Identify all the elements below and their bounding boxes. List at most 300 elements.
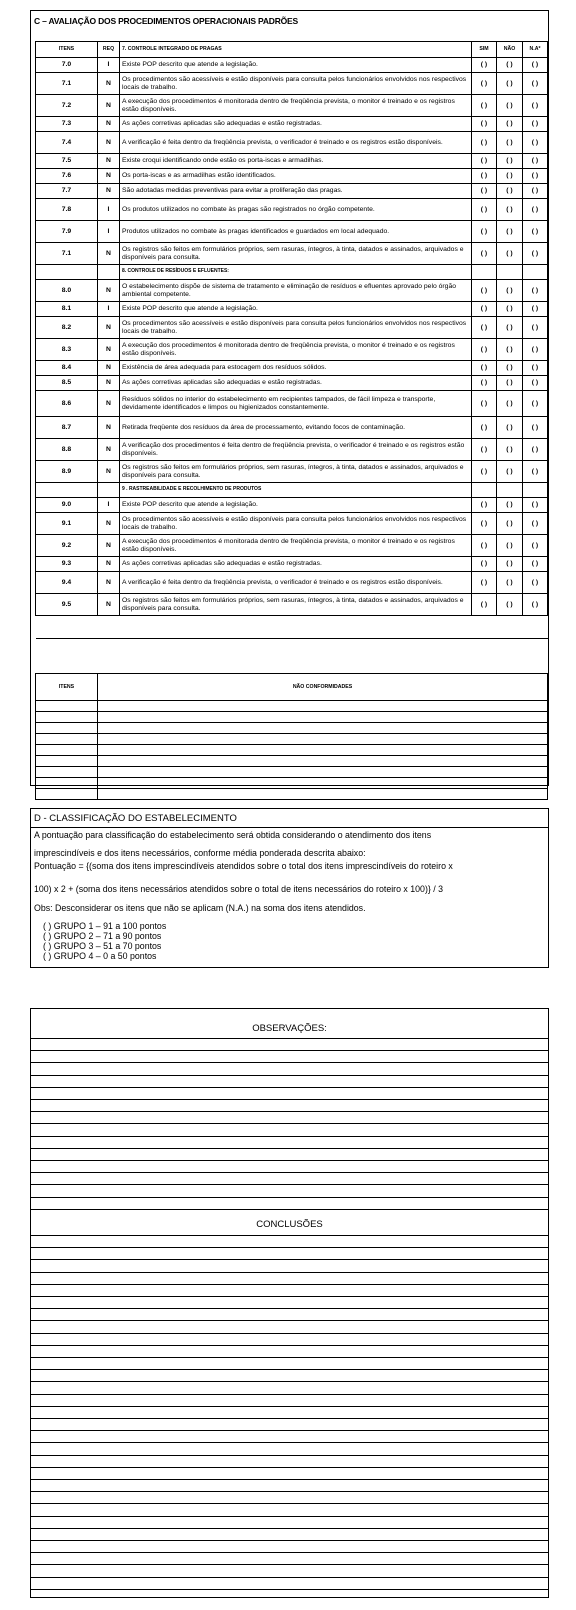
sim-checkbox[interactable]: ( ) bbox=[472, 572, 497, 594]
nao-checkbox[interactable]: ( ) bbox=[497, 376, 523, 391]
checklist-row bbox=[36, 132, 548, 154]
nao-checkbox[interactable]: ( ) bbox=[497, 221, 523, 243]
item-number: 7.0 bbox=[36, 58, 98, 73]
item-number: 7.5 bbox=[36, 154, 98, 169]
table-header-row bbox=[36, 42, 548, 58]
checklist-row bbox=[36, 417, 548, 439]
nao-checkbox[interactable]: ( ) bbox=[497, 132, 523, 154]
item-description: São adotadas medidas preventivas para evitar a proliferação das pragas. bbox=[120, 184, 472, 199]
writing-line[interactable] bbox=[31, 1552, 548, 1553]
nao-checkbox[interactable]: ( ) bbox=[497, 594, 523, 616]
sim-checkbox[interactable]: ( ) bbox=[472, 317, 497, 339]
checklist-row bbox=[36, 339, 548, 361]
item-description: Os procedimentos são acessíveis e estão disponíveis para consulta pelos funcionários envolvidos nos respectivos locais de trabalho. bbox=[120, 73, 472, 95]
section-d-title: D - CLASSIFICAÇÃO DO ESTABELECIMENTO bbox=[34, 813, 237, 824]
nc-description-field[interactable] bbox=[98, 712, 548, 723]
na-checkbox[interactable]: ( ) bbox=[523, 184, 548, 199]
item-description: Os porta-iscas e as armadilhas estão identificados. bbox=[120, 169, 472, 184]
requirement-level: N bbox=[98, 280, 120, 302]
checklist-row bbox=[36, 513, 548, 535]
item-description: A verificação é feita dentro da freqüência prevista, o verificador é treinado e os registros estão disponíveis. bbox=[120, 132, 472, 154]
na-checkbox[interactable]: ( ) bbox=[523, 513, 548, 535]
nonconformity-table bbox=[35, 673, 548, 800]
spacer-cell bbox=[98, 616, 120, 639]
topic-blank bbox=[98, 265, 120, 280]
writing-line[interactable] bbox=[31, 1589, 548, 1590]
na-checkbox[interactable]: ( ) bbox=[523, 391, 548, 417]
nonconformity-row bbox=[36, 701, 548, 712]
item-number: 9.3 bbox=[36, 557, 98, 572]
score-formula: 100) x 2 + (soma dos itens necessários atendidos sobre o total de itens necessários do roteiro x 100)} / 3 bbox=[34, 884, 444, 894]
writing-line[interactable] bbox=[31, 1357, 548, 1358]
checklist-row bbox=[36, 280, 548, 302]
checklist-row bbox=[36, 557, 548, 572]
writing-line[interactable] bbox=[31, 1284, 548, 1285]
nonconformity-row bbox=[36, 723, 548, 734]
writing-line[interactable] bbox=[31, 1406, 548, 1407]
item-description: Os registros são feitos em formulários próprios, sem rasuras, íntegros, à tinta, datados e assinados, arquivados e disponíveis para consulta. bbox=[120, 594, 472, 616]
writing-line[interactable] bbox=[31, 1272, 548, 1273]
na-checkbox[interactable]: ( ) bbox=[523, 461, 548, 483]
classification-text: A pontuação para classificação do estabelecimento será obtida considerando o atendimento dos itens bbox=[34, 830, 432, 840]
requirement-level: I bbox=[98, 199, 120, 221]
sim-checkbox[interactable]: ( ) bbox=[472, 132, 497, 154]
nc-item-field[interactable] bbox=[36, 723, 98, 734]
requirement-level: N bbox=[98, 169, 120, 184]
group-option[interactable]: ( ) GRUPO 1 – 91 a 100 pontos bbox=[43, 921, 167, 931]
observations-title: OBSERVAÇÕES: bbox=[252, 1023, 327, 1034]
checklist-row bbox=[36, 461, 548, 483]
nc-description-field[interactable] bbox=[98, 756, 548, 767]
item-number: 7.2 bbox=[36, 95, 98, 117]
na-checkbox[interactable]: ( ) bbox=[523, 95, 548, 117]
sim-checkbox[interactable]: ( ) bbox=[472, 199, 497, 221]
requirement-level: N bbox=[98, 154, 120, 169]
item-number: 7.4 bbox=[36, 132, 98, 154]
writing-line[interactable] bbox=[31, 1503, 548, 1504]
topic-blank bbox=[497, 483, 523, 498]
checklist-row bbox=[36, 221, 548, 243]
topic-row bbox=[36, 483, 548, 498]
writing-line[interactable] bbox=[31, 1247, 548, 1248]
item-description: O estabelecimento dispõe de sistema de tratamento e eliminação de resíduos e efluentes aprovado pelo órgão ambiental competente. bbox=[120, 280, 472, 302]
sim-checkbox[interactable]: ( ) bbox=[472, 221, 497, 243]
pop-evaluation-table bbox=[35, 41, 548, 639]
nonconformity-header bbox=[36, 674, 548, 701]
sim-checkbox[interactable]: ( ) bbox=[472, 376, 497, 391]
nc-description-field[interactable] bbox=[98, 778, 548, 789]
group-option[interactable]: ( ) GRUPO 3 – 51 a 70 pontos bbox=[43, 941, 162, 951]
nao-checkbox[interactable]: ( ) bbox=[497, 280, 523, 302]
writing-line[interactable] bbox=[31, 1479, 548, 1480]
na-checkbox[interactable]: ( ) bbox=[523, 339, 548, 361]
sim-checkbox[interactable]: ( ) bbox=[472, 280, 497, 302]
nao-checkbox[interactable]: ( ) bbox=[497, 498, 523, 513]
requirement-level: N bbox=[98, 95, 120, 117]
writing-line[interactable] bbox=[31, 1197, 548, 1198]
nc-item-field[interactable] bbox=[36, 701, 98, 712]
requirement-level: I bbox=[98, 302, 120, 317]
checklist-row bbox=[36, 391, 548, 417]
item-description: As ações corretivas aplicadas são adequadas e estão registradas. bbox=[120, 117, 472, 132]
item-number: 7.1 bbox=[36, 243, 98, 265]
writing-line[interactable] bbox=[31, 1577, 548, 1578]
sim-checkbox[interactable]: ( ) bbox=[472, 391, 497, 417]
writing-line[interactable] bbox=[31, 1209, 548, 1210]
item-number: 8.1 bbox=[36, 302, 98, 317]
item-number: 8.9 bbox=[36, 461, 98, 483]
sim-checkbox[interactable]: ( ) bbox=[472, 535, 497, 557]
sim-checkbox[interactable]: ( ) bbox=[472, 154, 497, 169]
checklist-row bbox=[36, 58, 548, 73]
nonconformity-row bbox=[36, 778, 548, 789]
requirement-level: I bbox=[98, 58, 120, 73]
nc-header-itens: ITENS bbox=[36, 674, 98, 701]
item-description: Existe croqui identificando onde estão os porta-iscas e armadilhas. bbox=[120, 154, 472, 169]
nao-checkbox[interactable]: ( ) bbox=[497, 58, 523, 73]
writing-line[interactable] bbox=[31, 1345, 548, 1346]
writing-line[interactable] bbox=[31, 1369, 548, 1370]
requirement-level: N bbox=[98, 557, 120, 572]
writing-line[interactable] bbox=[31, 1455, 548, 1456]
nc-item-field[interactable] bbox=[36, 789, 98, 800]
spacer-cell bbox=[36, 616, 98, 639]
writing-line[interactable] bbox=[31, 1050, 548, 1051]
nc-description-field[interactable] bbox=[98, 734, 548, 745]
na-checkbox[interactable]: ( ) bbox=[523, 439, 548, 461]
nc-item-field[interactable] bbox=[36, 745, 98, 756]
topic-blank bbox=[36, 265, 98, 280]
nao-checkbox[interactable]: ( ) bbox=[497, 117, 523, 132]
header-itens: ITENS bbox=[36, 42, 98, 58]
item-number: 9.2 bbox=[36, 535, 98, 557]
nonconformity-row bbox=[36, 745, 548, 756]
nc-item-field[interactable] bbox=[36, 712, 98, 723]
nao-checkbox[interactable]: ( ) bbox=[497, 557, 523, 572]
item-description: As ações corretivas aplicadas são adequadas e estão registradas. bbox=[120, 557, 472, 572]
header-topic: 7. CONTROLE INTEGRADO DE PRAGAS bbox=[120, 42, 472, 58]
header-req: REQ bbox=[98, 42, 120, 58]
nc-item-field[interactable] bbox=[36, 734, 98, 745]
writing-line[interactable] bbox=[31, 1516, 548, 1517]
na-checkbox[interactable]: ( ) bbox=[523, 498, 548, 513]
item-description: Produtos utilizados no combate às pragas identificados e guardados em local adequado. bbox=[120, 221, 472, 243]
sim-checkbox[interactable]: ( ) bbox=[472, 184, 497, 199]
sim-checkbox[interactable]: ( ) bbox=[472, 557, 497, 572]
topic-blank bbox=[472, 483, 497, 498]
item-number: 9.4 bbox=[36, 572, 98, 594]
item-number: 9.5 bbox=[36, 594, 98, 616]
writing-line[interactable] bbox=[31, 1062, 548, 1063]
sim-checkbox[interactable]: ( ) bbox=[472, 339, 497, 361]
item-number: 9.1 bbox=[36, 513, 98, 535]
item-number: 7.9 bbox=[36, 221, 98, 243]
writing-line[interactable] bbox=[31, 1235, 548, 1236]
writing-line[interactable] bbox=[31, 1320, 548, 1321]
item-description: Resíduos sólidos no interior do estabelecimento em recipientes tampados, de fácil limpeza e transporte, devidamente identificados e limpos ou higienizados constantemente. bbox=[120, 391, 472, 417]
topic-blank bbox=[523, 265, 548, 280]
topic-row bbox=[36, 265, 548, 280]
na-checkbox[interactable]: ( ) bbox=[523, 417, 548, 439]
sim-checkbox[interactable]: ( ) bbox=[472, 594, 497, 616]
topic-title: 8. CONTROLE DE RESÍDUOS E EFLUENTES: bbox=[120, 265, 472, 280]
na-checkbox[interactable]: ( ) bbox=[523, 73, 548, 95]
writing-line[interactable] bbox=[31, 1172, 548, 1173]
nc-item-field[interactable] bbox=[36, 767, 98, 778]
item-description: A verificação dos procedimentos é feita dentro de freqüência prevista, o verificador é treinado e os registros estão disponíveis. bbox=[120, 439, 472, 461]
nonconformity-row bbox=[36, 712, 548, 723]
header-sim: SIM bbox=[472, 42, 497, 58]
sim-checkbox[interactable]: ( ) bbox=[472, 302, 497, 317]
nonconformity-row bbox=[36, 767, 548, 778]
nc-description-field[interactable] bbox=[98, 789, 548, 800]
na-checkbox[interactable]: ( ) bbox=[523, 535, 548, 557]
nao-checkbox[interactable]: ( ) bbox=[497, 417, 523, 439]
checklist-row bbox=[36, 376, 548, 391]
writing-line[interactable] bbox=[31, 1087, 548, 1088]
nao-checkbox[interactable]: ( ) bbox=[497, 339, 523, 361]
na-checkbox[interactable]: ( ) bbox=[523, 169, 548, 184]
nonconformity-row bbox=[36, 756, 548, 767]
item-number: 8.3 bbox=[36, 339, 98, 361]
spacer-row bbox=[36, 616, 548, 639]
na-checkbox[interactable]: ( ) bbox=[523, 221, 548, 243]
nc-item-field[interactable] bbox=[36, 756, 98, 767]
group-option[interactable]: ( ) GRUPO 2 – 71 a 90 pontos bbox=[43, 931, 162, 941]
writing-line[interactable] bbox=[31, 1418, 548, 1419]
nao-checkbox[interactable]: ( ) bbox=[497, 199, 523, 221]
nonconformity-row bbox=[36, 789, 548, 800]
item-description: A execução dos procedimentos é monitorada dentro de freqüência prevista, o monitor é treinado e os registros estão disponíveis. bbox=[120, 339, 472, 361]
writing-line[interactable] bbox=[31, 1099, 548, 1100]
item-description: A execução dos procedimentos é monitorada dentro de freqüência prevista, o monitor é treinado e os registros estão disponíveis. bbox=[120, 95, 472, 117]
requirement-level: N bbox=[98, 317, 120, 339]
nao-checkbox[interactable]: ( ) bbox=[497, 317, 523, 339]
nc-description-field[interactable] bbox=[98, 723, 548, 734]
writing-line[interactable] bbox=[31, 1381, 548, 1382]
sim-checkbox[interactable]: ( ) bbox=[472, 417, 497, 439]
requirement-level: N bbox=[98, 535, 120, 557]
sim-checkbox[interactable]: ( ) bbox=[472, 95, 497, 117]
nc-description-field[interactable] bbox=[98, 701, 548, 712]
checklist-row bbox=[36, 498, 548, 513]
na-checkbox[interactable]: ( ) bbox=[523, 199, 548, 221]
writing-line[interactable] bbox=[31, 1160, 548, 1161]
requirement-level: I bbox=[98, 498, 120, 513]
na-checkbox[interactable]: ( ) bbox=[523, 376, 548, 391]
writing-line[interactable] bbox=[31, 1184, 548, 1185]
sim-checkbox[interactable]: ( ) bbox=[472, 439, 497, 461]
requirement-level: N bbox=[98, 572, 120, 594]
spacer-cell bbox=[497, 616, 523, 639]
nao-checkbox[interactable]: ( ) bbox=[497, 461, 523, 483]
checklist-row bbox=[36, 361, 548, 376]
item-description: Existência de área adequada para estocagem dos resíduos sólidos. bbox=[120, 361, 472, 376]
item-number: 8.0 bbox=[36, 280, 98, 302]
checklist-row bbox=[36, 199, 548, 221]
item-number: 7.1 bbox=[36, 73, 98, 95]
group-option[interactable]: ( ) GRUPO 4 – 0 a 50 pontos bbox=[43, 951, 157, 961]
requirement-level: N bbox=[98, 184, 120, 199]
nao-checkbox[interactable]: ( ) bbox=[497, 439, 523, 461]
section-c-title: C – AVALIAÇÃO DOS PROCEDIMENTOS OPERACIONAIS PADRÕES bbox=[34, 16, 298, 26]
header-nao: NÃO bbox=[497, 42, 523, 58]
writing-line[interactable] bbox=[31, 1333, 548, 1334]
writing-line[interactable] bbox=[31, 1540, 548, 1541]
nao-checkbox[interactable]: ( ) bbox=[497, 95, 523, 117]
item-number: 7.8 bbox=[36, 199, 98, 221]
checklist-row bbox=[36, 95, 548, 117]
spacer-cell bbox=[523, 616, 548, 639]
checklist-row bbox=[36, 73, 548, 95]
item-description: A verificação é feita dentro da freqüência prevista, o verificador é treinado e os registros estão disponíveis. bbox=[120, 572, 472, 594]
nonconformity-row bbox=[36, 734, 548, 745]
topic-blank bbox=[472, 265, 497, 280]
sim-checkbox[interactable]: ( ) bbox=[472, 461, 497, 483]
item-number: 8.7 bbox=[36, 417, 98, 439]
item-description: Os registros são feitos em formulários próprios, sem rasuras, íntegros, à tinta, datados e assinados, arquivados e disponíveis para consulta. bbox=[120, 243, 472, 265]
na-checkbox[interactable]: ( ) bbox=[523, 117, 548, 132]
header-na: N.A* bbox=[523, 42, 548, 58]
nao-checkbox[interactable]: ( ) bbox=[497, 535, 523, 557]
writing-line[interactable] bbox=[31, 1394, 548, 1395]
item-number: 8.4 bbox=[36, 361, 98, 376]
item-number: 7.3 bbox=[36, 117, 98, 132]
checklist-row bbox=[36, 439, 548, 461]
nao-checkbox[interactable]: ( ) bbox=[497, 184, 523, 199]
sim-checkbox[interactable]: ( ) bbox=[472, 243, 497, 265]
item-description: As ações corretivas aplicadas são adequadas e estão registradas. bbox=[120, 376, 472, 391]
na-checkbox[interactable]: ( ) bbox=[523, 154, 548, 169]
checklist-row bbox=[36, 184, 548, 199]
requirement-level: I bbox=[98, 221, 120, 243]
writing-line[interactable] bbox=[31, 1136, 548, 1137]
sim-checkbox[interactable]: ( ) bbox=[472, 73, 497, 95]
section-d-box bbox=[30, 808, 549, 968]
na-checkbox[interactable]: ( ) bbox=[523, 132, 548, 154]
item-number: 7.7 bbox=[36, 184, 98, 199]
checklist-row bbox=[36, 243, 548, 265]
sim-checkbox[interactable]: ( ) bbox=[472, 117, 497, 132]
writing-line[interactable] bbox=[31, 1467, 548, 1468]
requirement-level: N bbox=[98, 594, 120, 616]
requirement-level: N bbox=[98, 339, 120, 361]
writing-line[interactable] bbox=[31, 1038, 548, 1039]
requirement-level: N bbox=[98, 391, 120, 417]
na-checkbox[interactable]: ( ) bbox=[523, 58, 548, 73]
writing-line[interactable] bbox=[31, 1123, 548, 1124]
nao-checkbox[interactable]: ( ) bbox=[497, 243, 523, 265]
writing-line[interactable] bbox=[31, 1442, 548, 1443]
conclusions-title: CONCLUSÕES bbox=[256, 1219, 323, 1230]
requirement-level: N bbox=[98, 439, 120, 461]
checklist-row bbox=[36, 117, 548, 132]
requirement-level: N bbox=[98, 461, 120, 483]
sim-checkbox[interactable]: ( ) bbox=[472, 169, 497, 184]
sim-checkbox[interactable]: ( ) bbox=[472, 513, 497, 535]
requirement-level: N bbox=[98, 361, 120, 376]
requirement-level: N bbox=[98, 376, 120, 391]
nao-checkbox[interactable]: ( ) bbox=[497, 572, 523, 594]
writing-line[interactable] bbox=[31, 1111, 548, 1112]
sim-checkbox[interactable]: ( ) bbox=[472, 58, 497, 73]
na-checkbox[interactable]: ( ) bbox=[523, 572, 548, 594]
nao-checkbox[interactable]: ( ) bbox=[497, 513, 523, 535]
na-checkbox[interactable]: ( ) bbox=[523, 302, 548, 317]
nao-checkbox[interactable]: ( ) bbox=[497, 154, 523, 169]
item-number: 8.5 bbox=[36, 376, 98, 391]
item-description: Os procedimentos são acessíveis e estão disponíveis para consulta pelos funcionários envolvidos nos respectivos locais de trabalho. bbox=[120, 317, 472, 339]
nc-description-field[interactable] bbox=[98, 767, 548, 778]
checklist-row bbox=[36, 169, 548, 184]
checklist-row bbox=[36, 594, 548, 616]
topic-blank bbox=[98, 483, 120, 498]
checklist-row bbox=[36, 302, 548, 317]
na-checkbox[interactable]: ( ) bbox=[523, 361, 548, 376]
na-checkbox[interactable]: ( ) bbox=[523, 594, 548, 616]
requirement-level: N bbox=[98, 132, 120, 154]
writing-line[interactable] bbox=[31, 1296, 548, 1297]
writing-line[interactable] bbox=[31, 1259, 548, 1260]
nc-header-label: NÃO CONFORMIDADES bbox=[98, 674, 548, 701]
requirement-level: N bbox=[98, 117, 120, 132]
item-number: 7.6 bbox=[36, 169, 98, 184]
requirement-level: N bbox=[98, 417, 120, 439]
item-description: Os produtos utilizados no combate às pragas são registrados no órgão competente. bbox=[120, 199, 472, 221]
sim-checkbox[interactable]: ( ) bbox=[472, 498, 497, 513]
writing-line[interactable] bbox=[31, 1075, 548, 1076]
writing-line[interactable] bbox=[31, 1308, 548, 1309]
topic-blank bbox=[497, 265, 523, 280]
spacer-cell bbox=[120, 616, 472, 639]
na-checkbox[interactable]: ( ) bbox=[523, 317, 548, 339]
item-description: A execução dos procedimentos é monitorada dentro de freqüência prevista, o monitor é treinado e os registros estão disponíveis. bbox=[120, 535, 472, 557]
item-description: Os registros são feitos em formulários próprios, sem rasuras, íntegros, à tinta, datados e assinados, arquivados e disponíveis para consulta. bbox=[120, 461, 472, 483]
nao-checkbox[interactable]: ( ) bbox=[497, 169, 523, 184]
nao-checkbox[interactable]: ( ) bbox=[497, 361, 523, 376]
checklist-row bbox=[36, 317, 548, 339]
nao-checkbox[interactable]: ( ) bbox=[497, 73, 523, 95]
nao-checkbox[interactable]: ( ) bbox=[497, 302, 523, 317]
observation-note: Obs: Desconsiderar os itens que não se aplicam (N.A.) na soma dos itens atendidos. bbox=[34, 903, 366, 913]
nao-checkbox[interactable]: ( ) bbox=[497, 391, 523, 417]
item-description: Existe POP descrito que atende a legislação. bbox=[120, 58, 472, 73]
item-description: Os procedimentos são acessíveis e estão disponíveis para consulta pelos funcionários envolvidos nos respectivos locais de trabalho. bbox=[120, 513, 472, 535]
writing-line[interactable] bbox=[31, 1148, 548, 1149]
na-checkbox[interactable]: ( ) bbox=[523, 243, 548, 265]
nc-item-field[interactable] bbox=[36, 778, 98, 789]
na-checkbox[interactable]: ( ) bbox=[523, 557, 548, 572]
item-number: 8.8 bbox=[36, 439, 98, 461]
na-checkbox[interactable]: ( ) bbox=[523, 280, 548, 302]
item-description: Existe POP descrito que atende a legislação. bbox=[120, 498, 472, 513]
spacer-cell bbox=[472, 616, 497, 639]
checklist-row bbox=[36, 154, 548, 169]
sim-checkbox[interactable]: ( ) bbox=[472, 361, 497, 376]
writing-line[interactable] bbox=[31, 1528, 548, 1529]
nc-description-field[interactable] bbox=[98, 745, 548, 756]
requirement-level: N bbox=[98, 513, 120, 535]
writing-line[interactable] bbox=[31, 1564, 548, 1565]
writing-line[interactable] bbox=[31, 1430, 548, 1431]
writing-line[interactable] bbox=[31, 1491, 548, 1492]
topic-blank bbox=[523, 483, 548, 498]
topic-blank bbox=[36, 483, 98, 498]
item-number: 9.0 bbox=[36, 498, 98, 513]
requirement-level: N bbox=[98, 73, 120, 95]
checklist-row bbox=[36, 535, 548, 557]
item-number: 8.2 bbox=[36, 317, 98, 339]
